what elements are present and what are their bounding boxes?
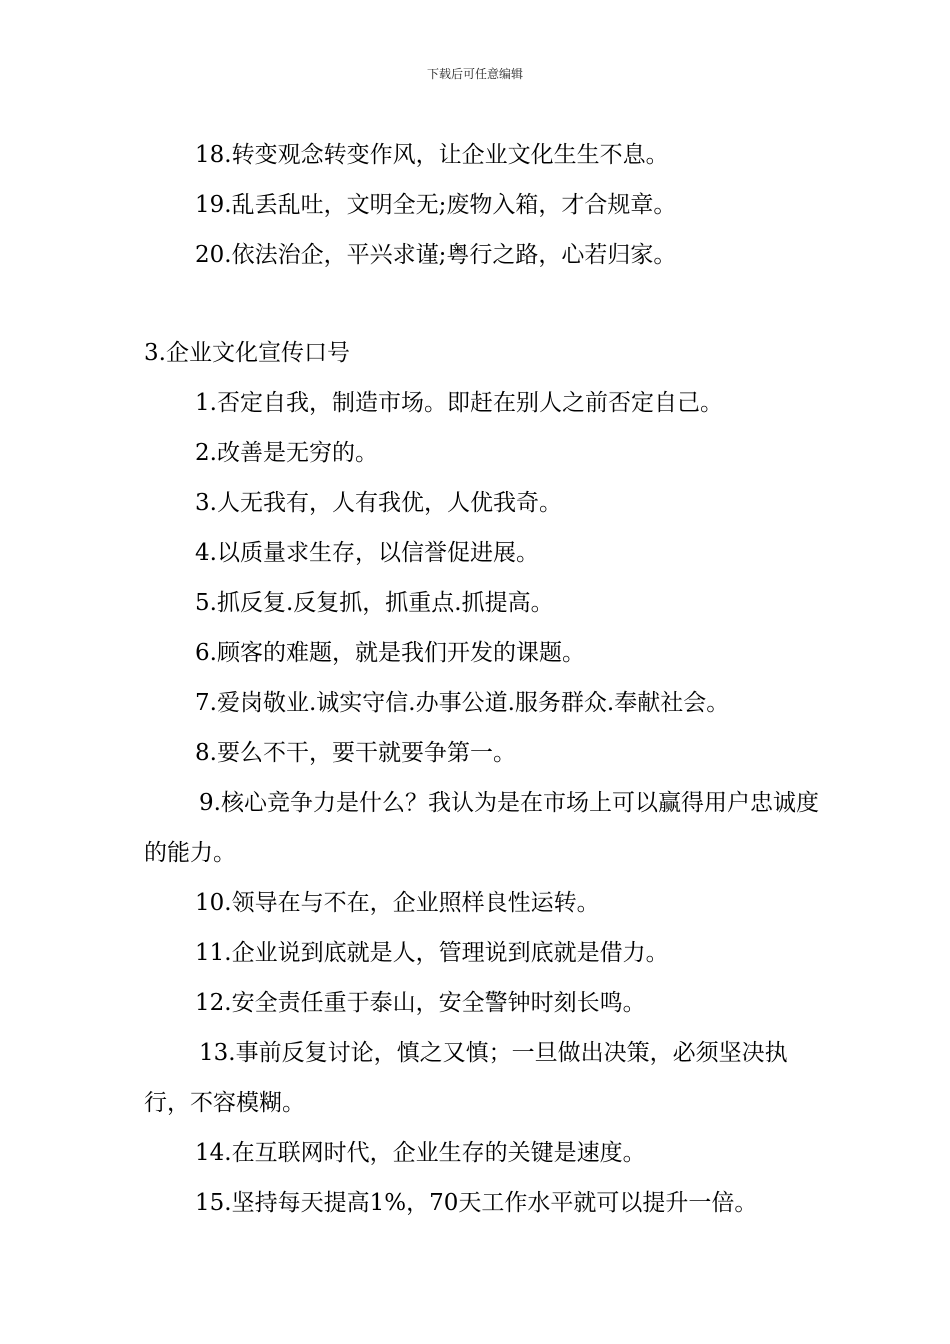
section-gap — [144, 280, 824, 328]
list-item: 11.企业说到底就是人，管理说到底就是借力。 — [195, 940, 669, 966]
list-item: 1.否定自我，制造市场。即赶在别人之前否定自己。 — [195, 390, 723, 416]
section-heading: 3.企业文化宣传口号 — [144, 340, 350, 366]
list-item: 2.改善是无穷的。 — [195, 440, 378, 466]
list-item: 8.要么不干，要干就要争第一。 — [195, 740, 516, 766]
list-item: 7.爱岗敬业.诚实守信.办事公道.服务群众.奉献社会。 — [195, 690, 730, 716]
page-header: 下载后可任意编辑 — [426, 67, 523, 81]
list-item: 15.坚持每天提高1%，70天工作水平就可以提升一倍。 — [195, 1190, 758, 1216]
list-item: 13.事前反复讨论，慎之又慎；一旦做出决策，必须坚决执行，不容模糊。 — [144, 1040, 788, 1116]
list-item: 5.抓反复.反复抓，抓重点.抓提高。 — [195, 590, 554, 616]
list-item: 12.安全责任重于泰山，安全警钟时刻长鸣。 — [195, 990, 646, 1016]
list-item: 9.核心竞争力是什么？我认为是在市场上可以赢得用户忠诚度的能力。 — [144, 790, 819, 866]
list-item: 6.顾客的难题，就是我们开发的课题。 — [195, 640, 585, 666]
list-item: 19.乱丢乱吐，文明全无;废物入箱，才合规章。 — [195, 192, 677, 218]
list-item: 20.依法治企，平兴求谨;粤行之路，心若归家。 — [195, 242, 677, 268]
list-item: 4.以质量求生存，以信誉促进展。 — [195, 540, 539, 566]
list-item: 18.转变观念转变作风，让企业文化生生不息。 — [195, 142, 669, 168]
list-item: 3.人无我有，人有我优，人优我奇。 — [195, 490, 562, 516]
list-item: 10.领导在与不在，企业照样良性运转。 — [195, 890, 600, 916]
document-body — [144, 130, 824, 1228]
list-item: 14.在互联网时代，企业生存的关键是速度。 — [195, 1140, 646, 1166]
